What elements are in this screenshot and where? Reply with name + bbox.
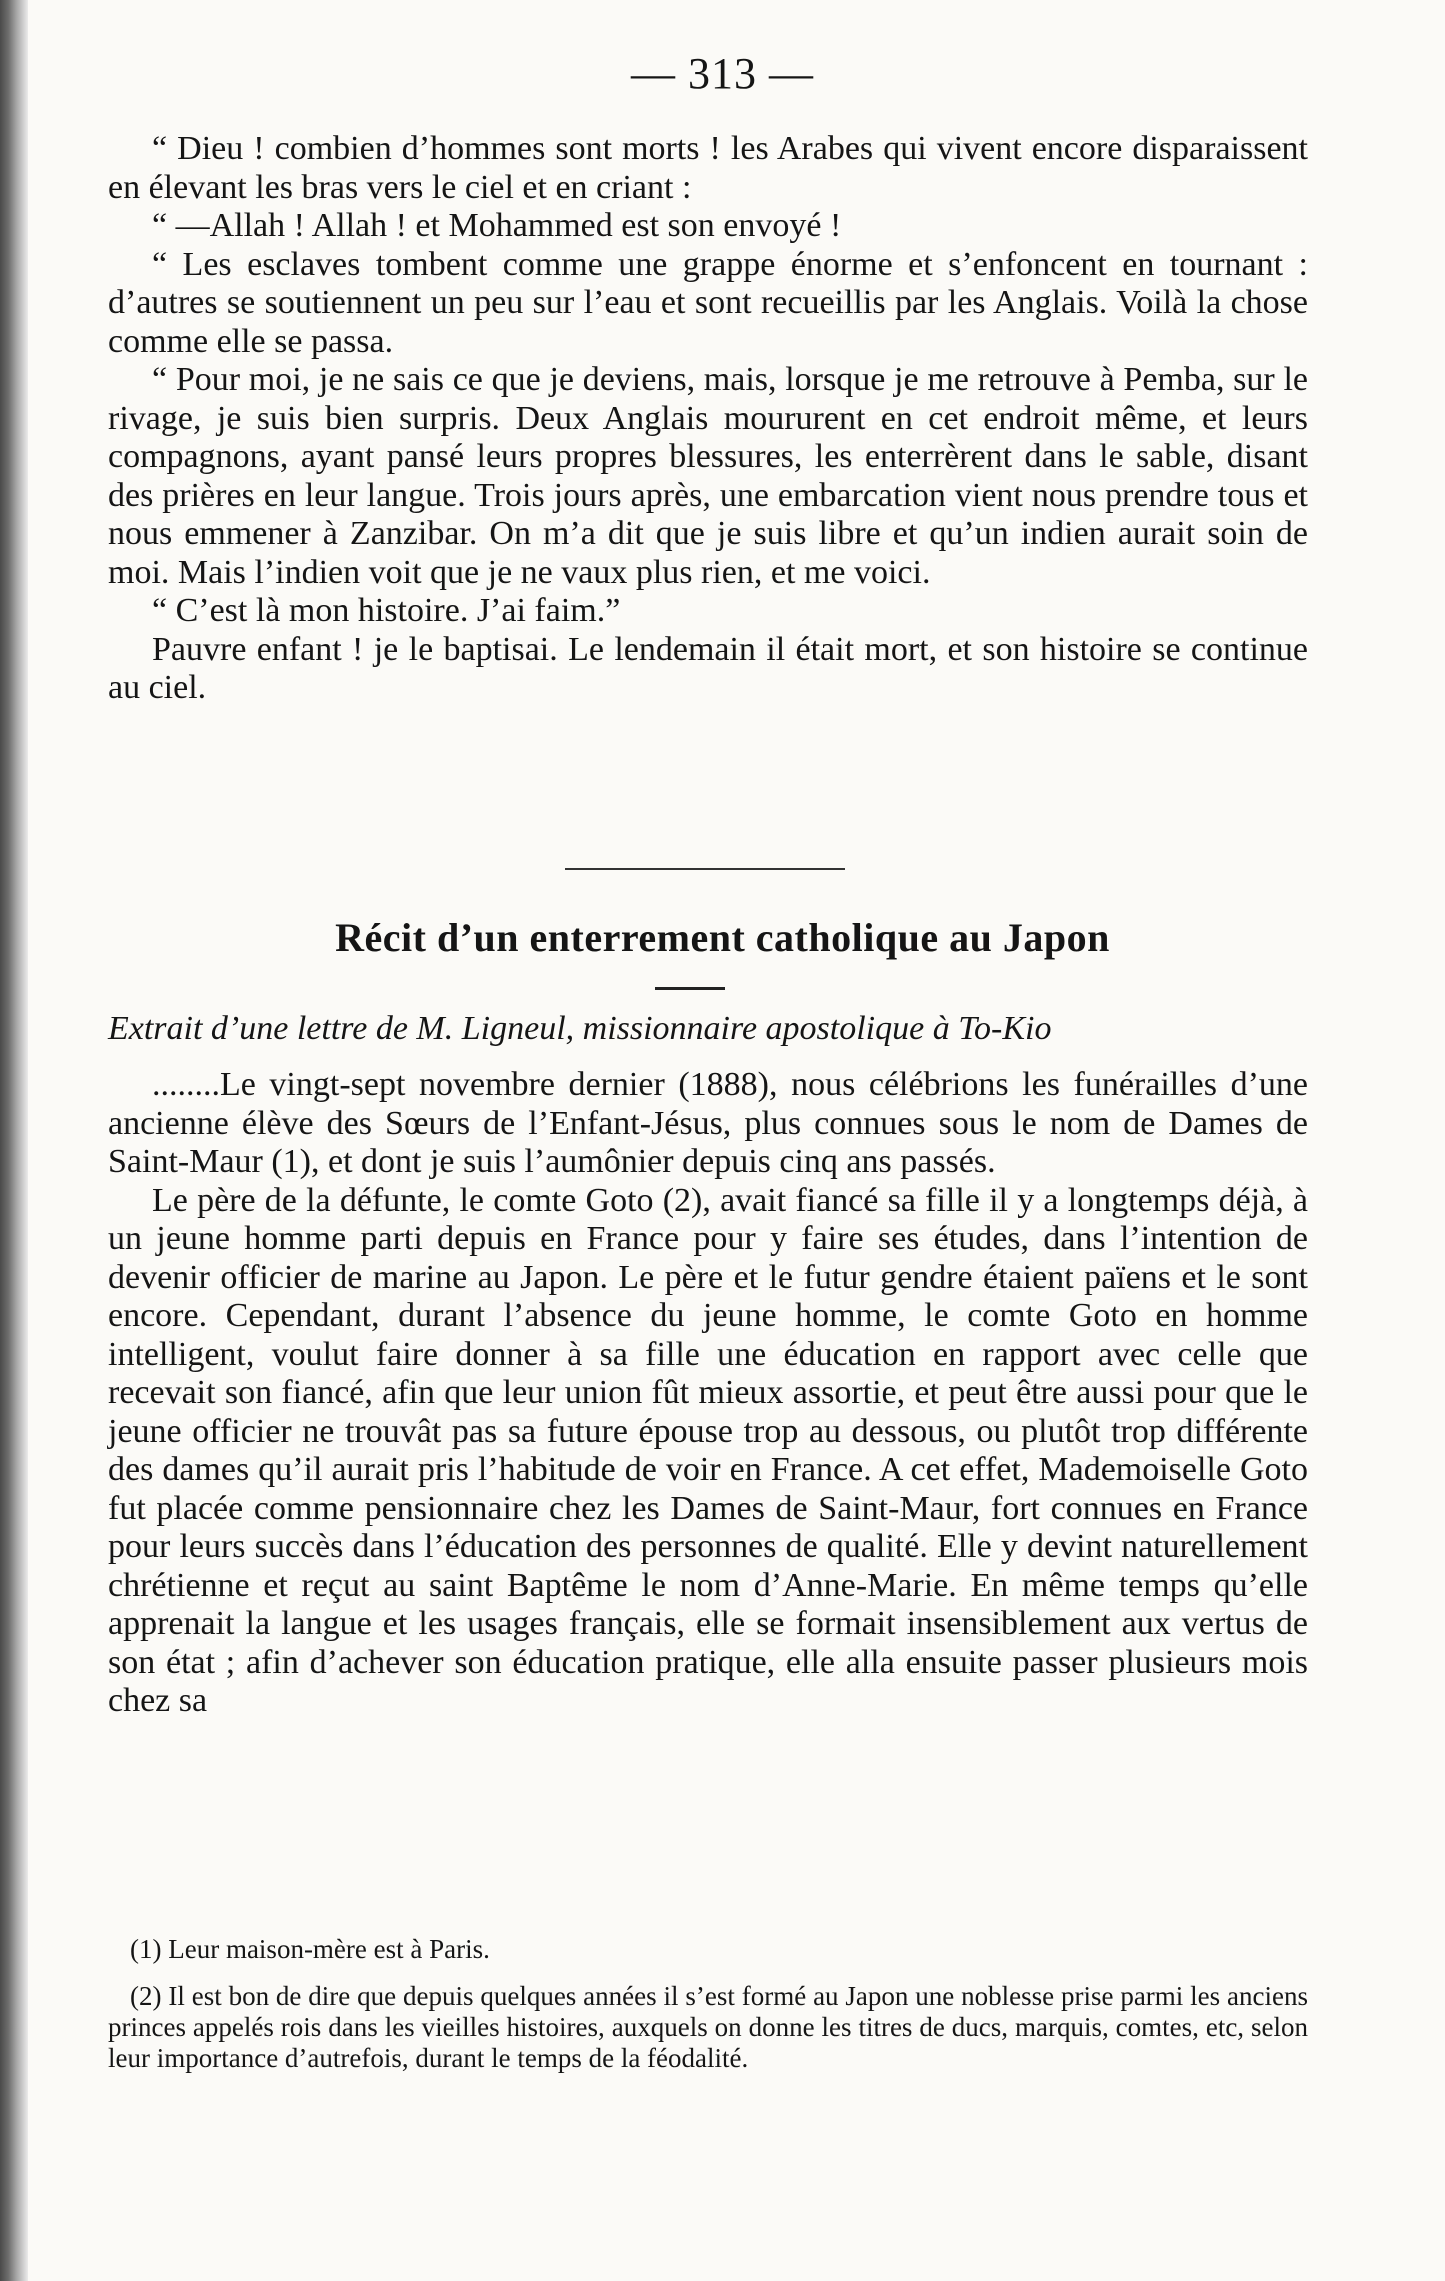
paragraph: “ Les esclaves tombent comme une grappe énorme et s’enfoncent en tournant : d’autres se soutiennent un peu sur l’eau et sont recueillis par les Anglais. Voilà la chose comme elle se passa. [108, 245, 1308, 360]
paragraph: “ —Allah ! Allah ! et Mohammed est son envoyé ! [152, 207, 842, 244]
paragraph: “ Dieu ! combien d’hommes sont morts ! les Arabes qui vivent encore disparaissent en élevant les bras vers le ciel et en criant : [108, 130, 1308, 206]
page-number: — 313 — [631, 49, 814, 98]
footnote: (2) Il est bon de dire que depuis quelques années il s’est formé au Japon une noblesse prise parmi les anciens princes appelés rois dans les vieilles histoires, auxquels on donne les titres de ducs, marquis, comtes, etc, selon leur importance d’autrefois, durant le temps de la féodalité. [108, 1981, 1308, 2073]
paragraph: “ Pour moi, je ne sais ce que je deviens, mais, lorsque je me retrouve à Pemba, sur le rivage, je suis bien surpris. Deux Anglais moururent en cet endroit même, et leurs compagnons, ayant pansé leurs propres blessures, les enterrèrent dans le sable, disant des prières en leur langue. Trois jours après, une embarcation vient nous prendre tous et nous emmener à Zanzibar. On m’a dit que je suis libre et qu’un indien aurait soin de moi. Mais l’indien voit que je ne vaux plus rien, et me voici. [108, 361, 1308, 591]
paragraph: “ C’est là mon histoire. J’ai faim.” [152, 592, 621, 629]
paragraph: ........Le vingt-sept novembre dernier (1888), nous célébrions les funérailles d’une ancienne élève des Sœurs de l’Enfant-Jésus, plus connues sous le nom de Dames de Saint-Maur (1), et dont je suis l’aumônier depuis cinq ans passés. [108, 1066, 1308, 1180]
section-heading: Récit d’un enterrement catholique au Japon [335, 915, 1110, 960]
page-binding-edge [0, 0, 28, 2281]
section-divider [565, 868, 845, 870]
heading-underline [655, 987, 725, 990]
paragraph: Le père de la défunte, le comte Goto (2), avait fiancé sa fille il y a longtemps déjà, à un jeune homme parti depuis en France pour y faire ses études, dans l’intention de devenir officier de marine au Japon. Le père et le futur gendre étaient païens et le sont encore. Cependant, durant l’absence du jeune homme, le comte Goto en homme intelligent, voulut faire donner à sa fille une éducation en rapport avec celle que recevait son fiancé, afin que leur union fût mieux assortie, et peut être aussi pour que le jeune officier ne trouvât pas sa future épouse trop au dessous, ou plutôt trop différente des dames qu’il aurait pris l’habitude de voir en France. A cet effet, Mademoiselle Goto fut placée comme pensionnaire chez les Dames de Saint-Maur, fort connues en France pour leurs succès dans l’éducation des personnes de qualité. Elle y devint naturellement chrétienne et reçut au saint Baptême le nom d’Anne-Marie. En même temps qu’elle apprenait la langue et les usages français, elle se formait insensiblement aux vertus de son état ; afin d’achever son éducation pratique, elle alla ensuite passer plusieurs mois chez sa [108, 1181, 1308, 1719]
narrative-text [108, 130, 1308, 708]
footnotes [108, 1934, 1308, 2074]
section-subheading: Extrait d’une lettre de M. Ligneul, missionnaire apostolique à To-Kio [108, 1010, 1052, 1047]
paragraph: Pauvre enfant ! je le baptisai. Le lendemain il était mort, et son histoire se continue au ciel. [108, 630, 1308, 706]
article-text [108, 1066, 1308, 1721]
footnote: (1) Leur maison-mère est à Paris. [130, 1934, 490, 1964]
